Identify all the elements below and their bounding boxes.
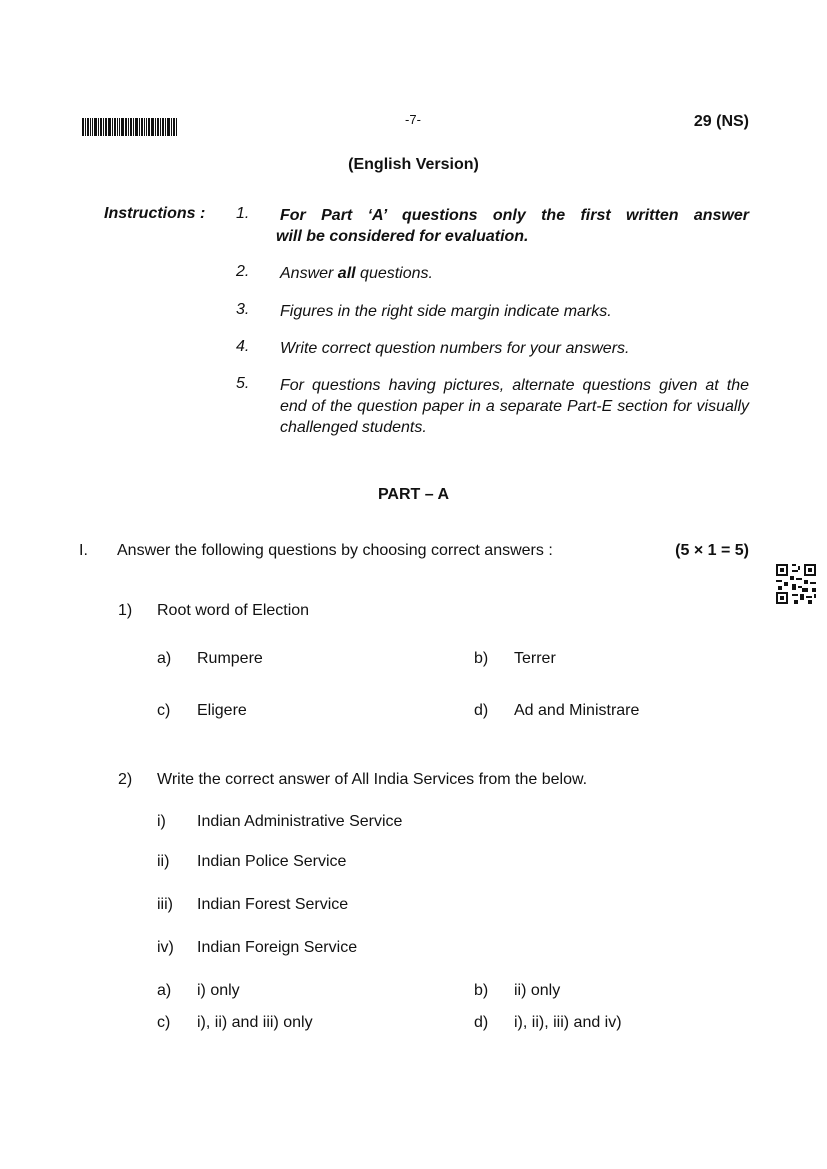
instructions-label: Instructions :: [104, 205, 206, 222]
instruction-2-after: questions.: [355, 265, 433, 282]
option-label: c): [157, 702, 171, 719]
option-text: ii) only: [514, 982, 561, 999]
option-label: b): [474, 650, 489, 667]
instruction-2-bold: all: [337, 265, 356, 282]
instruction-text: Write correct question numbers for your answers.: [280, 340, 630, 357]
question-number: 1): [118, 602, 133, 619]
option-label: d): [474, 1014, 489, 1031]
qr-code-icon: [776, 564, 816, 604]
statement-label: i): [157, 813, 166, 830]
statement-label: iv): [157, 939, 174, 956]
option-text: Eligere: [197, 702, 247, 719]
option-label: a): [157, 982, 172, 999]
option-text: i) only: [197, 982, 240, 999]
statement-text: Indian Forest Service: [197, 896, 349, 913]
statement-text: Indian Administrative Service: [197, 813, 403, 830]
version-title: (English Version): [348, 156, 479, 173]
barcode: [82, 118, 190, 136]
option-label: b): [474, 982, 489, 999]
instruction-number: 4.: [236, 338, 250, 355]
question-number: 2): [118, 771, 133, 788]
part-title: PART – A: [377, 486, 450, 503]
option-label: c): [157, 1014, 171, 1031]
instruction-text: For questions having pictures, alternate questions given at the end of the question paper in a separate Part-E section for visually challenged students.: [280, 377, 749, 436]
paper-code: 29 (NS): [693, 113, 749, 130]
option-label: a): [157, 650, 172, 667]
question-text: Root word of Election: [157, 602, 310, 619]
instruction-text: Figures in the right side margin indicate marks.: [280, 303, 612, 320]
option-label: d): [474, 702, 489, 719]
instruction-number: 1.: [236, 205, 250, 222]
option-text: i), ii), iii) and iv): [514, 1014, 622, 1031]
instruction-1-line-1: For Part ‘A’ questions only the first written answer: [280, 207, 749, 224]
instruction-1-line-2: will be considered for evaluation.: [276, 228, 529, 245]
instruction-number: 3.: [236, 301, 250, 318]
option-text: Ad and Ministrare: [514, 702, 640, 719]
section-instruction: Answer the following questions by choosing correct answers :: [117, 542, 553, 559]
statement-label: ii): [157, 853, 170, 870]
section-marks: (5 × 1 = 5): [675, 542, 749, 559]
instruction-number: 2.: [236, 263, 250, 280]
statement-label: iii): [157, 896, 173, 913]
question-text: Write the correct answer of All India Services from the below.: [157, 771, 588, 788]
section-number: I.: [79, 542, 88, 559]
instruction-2-before: Answer: [280, 265, 338, 282]
option-text: Rumpere: [197, 650, 263, 667]
statement-text: Indian Police Service: [197, 853, 347, 870]
statement-text: Indian Foreign Service: [197, 939, 358, 956]
instruction-text: [276, 205, 749, 247]
instruction-1-line: [276, 205, 749, 226]
instruction-text: [280, 263, 749, 284]
option-text: Terrer: [514, 650, 556, 667]
option-text: i), ii) and iii) only: [197, 1014, 313, 1031]
page-number: -7-: [405, 112, 421, 127]
instruction-number: 5.: [236, 375, 250, 392]
